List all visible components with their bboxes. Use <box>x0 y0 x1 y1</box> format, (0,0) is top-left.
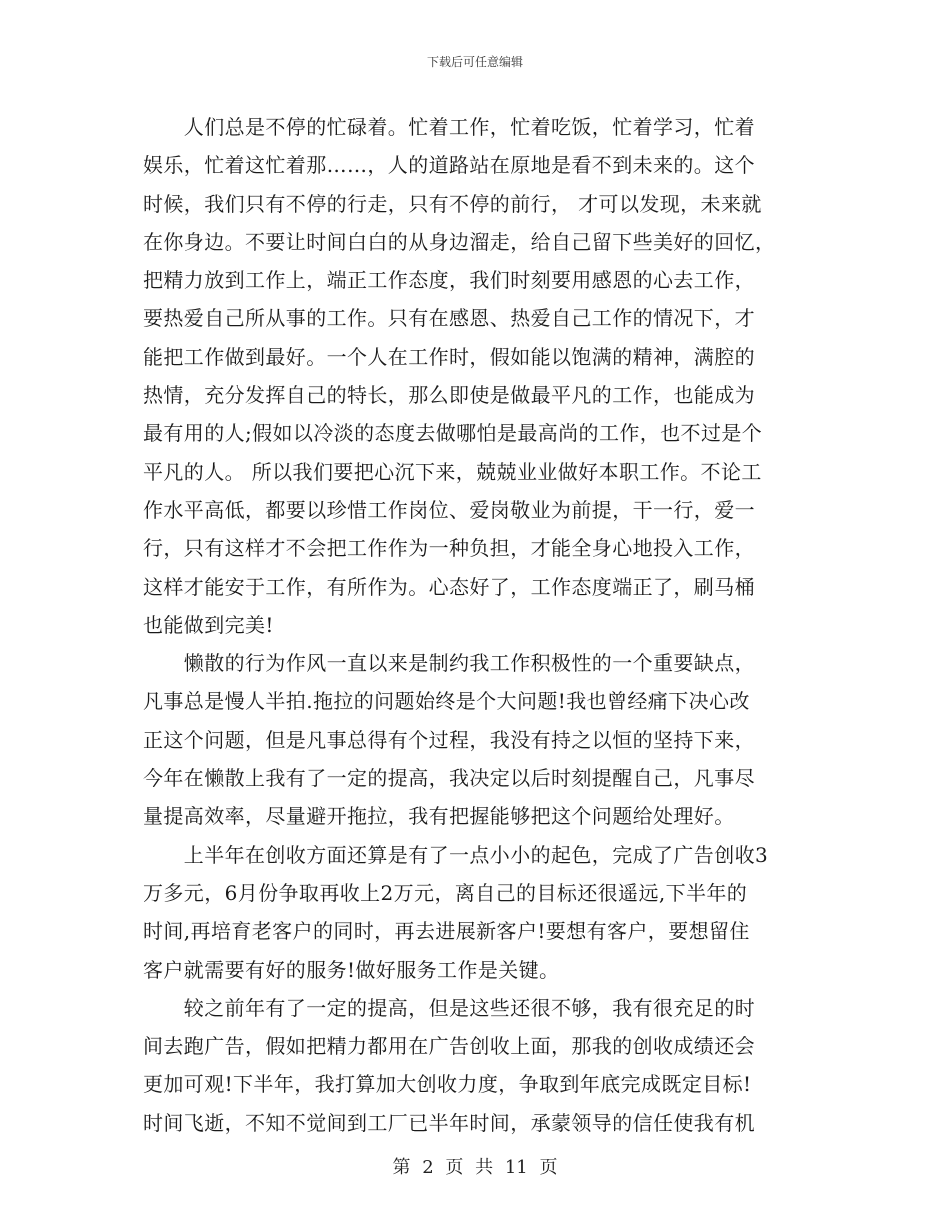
text-line: 平凡的人。 所以我们要把心沉下来，兢兢业业做好本职工作。不论工 <box>143 459 762 484</box>
text-line: 行，只有这样才不会把工作作为一种负担，才能全身心地投入工作， <box>143 536 755 561</box>
text-line: 更加可观!下半年，我打算加大创收力度，争取到年底完成既定目标! <box>143 1072 752 1097</box>
text-line: 万多元，6月份争取再收上2万元，离自己的目标还很遥远,下半年的 <box>143 880 748 905</box>
text-line: 能把工作做到最好。一个人在工作时，假如能以饱满的精神，满腔的 <box>143 344 755 369</box>
text-line: 人们总是不停的忙碌着。忙着工作，忙着吃饭，忙着学习，忙着 <box>143 115 755 139</box>
text-line: 上半年在创收方面还算是有了一点小小的起色，完成了广告创收3 <box>143 842 769 867</box>
text-line: 客户就需要有好的服务!做好服务工作是关键。 <box>143 957 560 982</box>
text-line: 把精力放到工作上，端正工作态度，我们时刻要用感恩的心去工作， <box>143 268 755 293</box>
header-note: 下载后可任意编辑 <box>426 55 523 69</box>
text-line: 时间,再培育老客户的同时，再去进展新客户!要想有客户，要想留住 <box>143 919 750 944</box>
text-line: 正这个问题，但是凡事总得有个过程，我没有持之以恒的坚持下来， <box>143 727 755 752</box>
text-line: 在你身边。不要让时间白白的从身边溜走，给自己留下些美好的回忆， <box>143 229 776 254</box>
text-line: 时候，我们只有不停的行走，只有不停的前行， 才可以发现，未来就 <box>143 191 762 216</box>
text-line: 热情，充分发挥自己的特长，那么即使是做最平凡的工作，也能成为 <box>143 383 755 408</box>
text-line: 要热爱自己所从事的工作。只有在感恩、热爱自己工作的情况下，才 <box>143 306 755 331</box>
text-line: 间去跑广告，假如把精力都用在广告创收上面，那我的创收成绩还会 <box>143 1034 755 1059</box>
page-footer: 第 2 页 共 11 页 <box>392 1157 558 1178</box>
text-line: 凡事总是慢人半拍.拖拉的问题始终是个大问题!我也曾经痛下决心改 <box>143 689 750 714</box>
text-line: 这样才能安于工作，有所作为。心态好了，工作态度端正了，刷马桶 <box>143 574 755 599</box>
body-text <box>143 108 823 1142</box>
text-line: 懒散的行为作风一直以来是制约我工作积极性的一个重要缺点， <box>143 651 755 676</box>
text-line: 今年在懒散上我有了一定的提高，我决定以后时刻提醒自己，凡事尽 <box>143 766 755 791</box>
text-line: 量提高效率，尽量避开拖拉，我有把握能够把这个问题给处理好。 <box>143 804 735 829</box>
text-line: 也能做到完美! <box>143 612 274 637</box>
text-line: 较之前年有了一定的提高，但是这些还很不够，我有很充足的时 <box>143 995 755 1020</box>
text-line: 最有用的人;假如以冷淡的态度去做哪怕是最高尚的工作，也不过是个 <box>143 421 763 446</box>
text-line: 时间飞逝，不知不觉间到工厂已半年时间，承蒙领导的信任使我有机 <box>143 1110 755 1135</box>
text-line: 娱乐，忙着这忙着那……，人的道路站在原地是看不到未来的。这个 <box>143 153 755 178</box>
text-line: 作水平高低，都要以珍惜工作岗位、爱岗敬业为前提，干一行，爱一 <box>143 497 755 522</box>
